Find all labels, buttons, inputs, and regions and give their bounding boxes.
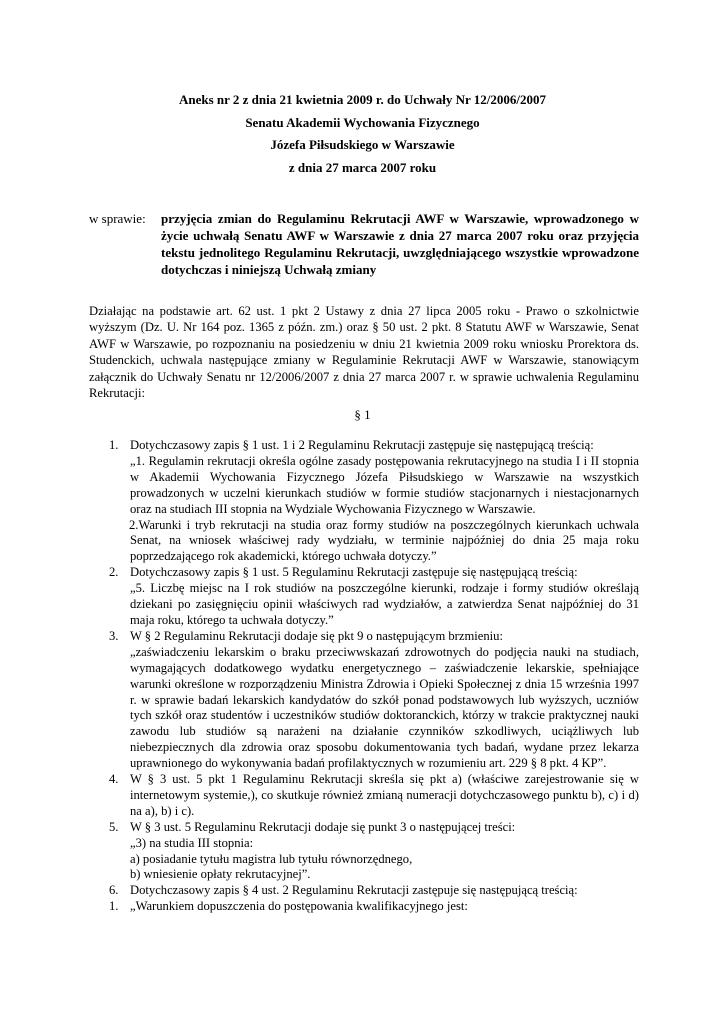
item-number: 4. — [109, 772, 119, 787]
list-item — [89, 899, 639, 915]
list-item — [89, 772, 639, 820]
item-heading: Dotychczasowy zapis § 4 ust. 2 Regulaminu Rekrutacji zastępuje się następującą treścią: — [130, 883, 578, 898]
title-line-2: Senatu Akademii Wychowania Fizycznego — [245, 114, 480, 130]
list-item — [89, 883, 639, 899]
item-heading: W § 2 Regulaminu Rekrutacji dodaje się pkt 9 o następującym brzmieniu: — [130, 628, 503, 643]
list-item — [89, 565, 639, 629]
list-item — [89, 438, 639, 565]
title-line-3: Józefa Piłsudskiego w Warszawie — [270, 137, 455, 152]
item-heading: „Warunkiem dopuszczenia do postępowania kwalifikacyjnego jest: — [130, 899, 468, 914]
item-quote: „1. Regulamin rekrutacji określa ogólne zasady postępowania rekrutacyjnego na studia I i II stopnia w Akademii Wychowania Fizycznego Józefa Piłsudskiego w Warszawie na wszystkich prowadzonych w uczelni kierunkach studiów w formie studiów stacjonarnych i niestacjonarnych oraz na studiach III stopnia na Wydziale Wychowania Fizycznego w Warszawie. — [130, 453, 639, 516]
item-number: 1. — [109, 438, 119, 452]
item-subpoint: a) posiadanie tytułu magistra lub tytułu równorzędnego, — [130, 851, 413, 866]
item-number: 2. — [109, 565, 119, 580]
section-heading: § 1 — [354, 407, 371, 422]
item-subpoint: „3) na studia III stopnia: — [130, 835, 254, 850]
title-line-4: z dnia 27 marca 2007 roku — [288, 159, 437, 175]
item-heading: Dotychczasowy zapis § 1 ust. 5 Regulaminu Rekrutacji zastępuje się następującą treścią: — [130, 565, 578, 580]
item-quote-continued: 2.Warunki i tryb rekrutacji na studia oraz formy studiów na poszczególnych kierunkach uchwala Senat, na wniosek właściwej rady wydziału, w terminie najpóźniej do dnia 25 maja roku poprzedzającego rok akademicki, którego uchwała dotyczy.” — [129, 517, 639, 564]
item-quote: „5. Liczbę miejsc na I rok studiów na poszczególne kierunki, rodzaje i formy studiów określają dziekani po zasięgnięciu opinii właściwych rad wydziałów, a zatwierdza Senat najpóźniej do 31 maja roku, którego ta uchwała dotyczy.” — [130, 581, 639, 627]
item-number: 5. — [109, 819, 119, 834]
title-line-1: Aneks nr 2 z dnia 21 kwietnia 2009 r. do Uchwały Nr 12/2006/2007 — [178, 92, 547, 107]
item-number: 6. — [109, 883, 119, 898]
item-heading: W § 3 ust. 5 pkt 1 Regulaminu Rekrutacji skreśla się pkt a) (właściwe zarejestrowanie się w internetowym systemie,), co skutkuje również zmianą numeracji dotychczasowego punktu b), c) i d) na a), b) i c). — [130, 772, 639, 818]
subject-label: w sprawie: — [89, 211, 146, 226]
subject-text: przyjęcia zmian do Regulaminu Rekrutacji AWF w Warszawie, wprowadzonego w życie uchwałą Senatu AWF w Warszawie z dnia 27 marca 2007 roku oraz przyjęcia tekstu jednolitego Regulaminu Rekrutacji, uwzględniającego wszystkie wprowadzone dotychczas i niniejszą Uchwałą zmiany — [161, 211, 639, 277]
item-subpoint: b) wniesienie opłaty rekrutacyjnej”. — [130, 867, 311, 882]
list-item — [89, 820, 639, 884]
item-number: 1. — [109, 899, 119, 914]
amendment-list — [89, 438, 639, 915]
list-item — [89, 629, 639, 772]
preamble-paragraph: Działając na podstawie art. 62 ust. 1 pkt 2 Ustawy z dnia 27 lipca 2005 roku - Prawo o szkolnictwie wyższym (Dz. U. Nr 164 poz. 1365 z późn. zm.) oraz § 50 ust. 2 pkt. 8 Statutu AWF w Warszawie, Senat AWF w Warszawie, po rozpoznaniu na posiedzeniu w dniu 21 kwietnia 2009 roku wniosku Prorektora ds. Studenckich, uchwala następujące zmiany w Regulaminie Rekrutacji AWF w Warszawie, stanowiącym załącznik do Uchwały Senatu nr 12/2006/2007 z dnia 27 marca 2007 r. w sprawie uchwalenia Regulaminu Rekrutacji: — [89, 304, 639, 401]
item-number: 3. — [109, 628, 119, 643]
item-heading: Dotychczasowy zapis § 1 ust. 1 i 2 Regulaminu Rekrutacji zastępuje się następującą treścią: — [130, 438, 594, 452]
item-quote: „zaświadczeniu lekarskim o braku przeciwwskazań zdrowotnych do podjęcia nauki na studiach, wymagających dodatkowego wydatku energetycznego – zaświadczenie lekarskie, spełniające warunki określone w rozporządzeniu Ministra Zdrowia i Opieki Społecznej z dnia 15 września 1997 r. w sprawie badań lekarskich kandydatów do szkół ponad podstawowych lub wyższych, uczniów tych szkół oraz studentów i uczestników studiów doktoranckich, którzy w trakcie praktycznej nauki zawodu lub studiów są narażeni na działanie czynników szkodliwych, uciążliwych lub niebezpiecznych dla zdrowia oraz sposobu dokumentowania tych badań, wydane przez lekarza uprawnionego do wykonywania badań profilaktycznych w rozumieniu art. 229 § 8 pkt. 4 KP”. — [130, 644, 639, 771]
document-title — [0, 89, 725, 179]
item-heading: W § 3 ust. 5 Regulaminu Rekrutacji dodaje się punkt 3 o następującej treści: — [130, 819, 516, 834]
